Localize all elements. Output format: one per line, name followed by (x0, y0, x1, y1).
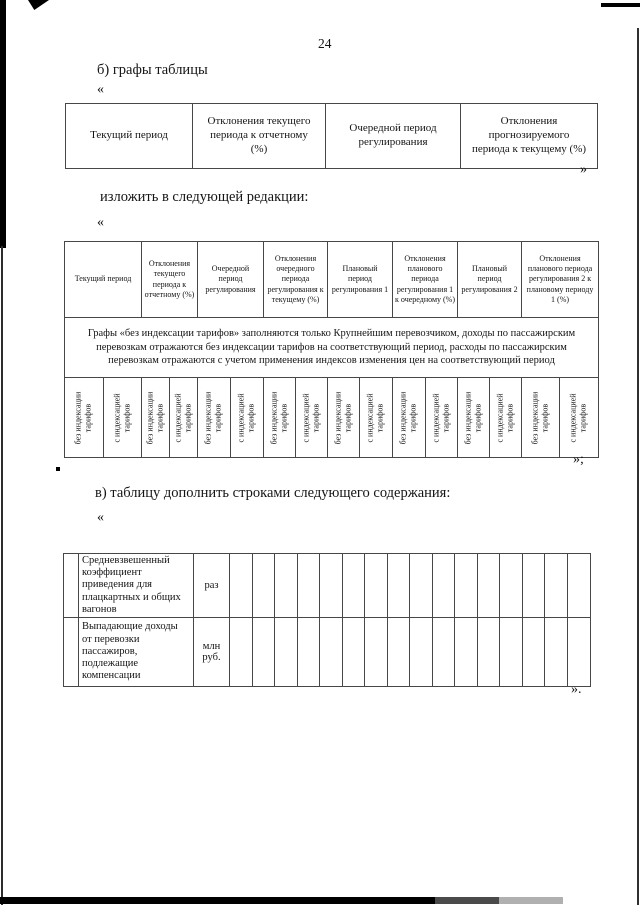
value-cell-empty (568, 554, 591, 618)
column-header: Отклонения текущего периода к отчетному (%) (142, 242, 198, 318)
tariff-mode-cell: без индексации тарифов (522, 378, 560, 458)
column-header: Отклонения прогнозируемого периода к текущему (%) (461, 104, 598, 169)
section-b-heading: б) графы таблицы (97, 62, 208, 78)
scan-artifact-speck (56, 467, 60, 471)
value-cell-empty (298, 617, 320, 686)
value-cell-empty (433, 617, 455, 686)
value-cell-empty (545, 554, 568, 618)
table-note: Графы «без индексации тарифов» заполняются только Крупнейшим перевозчиком, доходы по пассажирским перевозкам отражаются без индексации тарифов на соответствующий период, расходы по пассажирским перевозкам отражаются с учетом применения индексов изменения цен на соответствующий период (65, 318, 599, 378)
row-index-cell (64, 554, 79, 618)
tariff-mode-cell: без индексации тарифов (264, 378, 296, 458)
value-cell-empty (388, 617, 410, 686)
value-cell-empty (320, 617, 343, 686)
column-header: Плановый период регулирования 2 (458, 242, 522, 318)
value-cell-empty (230, 554, 253, 618)
row-index-cell (64, 617, 79, 686)
value-cell-empty (275, 617, 298, 686)
regulation-periods-table (64, 241, 599, 458)
tariff-mode-cell: с индексацией тарифов (360, 378, 393, 458)
tariff-mode-row (65, 378, 599, 458)
value-cell-empty (500, 554, 523, 618)
edit-instruction-heading: изложить в следующей редакции: (100, 189, 309, 205)
table-row (64, 617, 591, 686)
tariff-mode-cell: без индексации тарифов (65, 378, 104, 458)
value-cell-empty (500, 617, 523, 686)
value-cell-empty (320, 554, 343, 618)
value-cell-empty (253, 617, 275, 686)
page-number: 24 (318, 36, 332, 51)
column-header: Текущий период (66, 104, 193, 169)
row-unit: раз (194, 554, 230, 618)
value-cell-empty (478, 617, 500, 686)
value-cell-empty (298, 554, 320, 618)
tariff-mode-cell: с индексацией тарифов (170, 378, 198, 458)
value-cell-empty (455, 617, 478, 686)
column-header: Отклонения планового периода регулирования 1 к очередному (%) (393, 242, 458, 318)
value-cell-empty (410, 617, 433, 686)
value-cell-empty (410, 554, 433, 618)
tariff-mode-cell: без индексации тарифов (393, 378, 426, 458)
tariff-mode-cell: без индексации тарифов (198, 378, 231, 458)
value-cell-empty (365, 554, 388, 618)
tariff-mode-cell: с индексацией тарифов (296, 378, 328, 458)
close-quote-1: » (580, 162, 587, 177)
scan-artifact-topright-bar (601, 3, 640, 7)
table-row (64, 554, 591, 618)
scan-artifact-bottom-bar (0, 897, 640, 904)
value-cell-empty (545, 617, 568, 686)
column-header: Очередной период регулирования (326, 104, 461, 169)
tariff-mode-cell: без индексации тарифов (458, 378, 490, 458)
column-header: Плановый период регулирования 1 (328, 242, 393, 318)
column-header: Отклонения планового периода регулирования 2 к плановому периоду 1 (%) (522, 242, 599, 318)
table-note-row (65, 318, 599, 378)
value-cell-empty (365, 617, 388, 686)
column-header: Отклонения очередного периода регулирования к текущему (%) (264, 242, 328, 318)
table-row (66, 104, 598, 169)
tariff-mode-cell: с индексацией тарифов (490, 378, 522, 458)
section-v-heading: в) таблицу дополнить строками следующего содержания: (95, 485, 451, 501)
added-rows-table (63, 553, 591, 687)
close-quote-3: ». (571, 682, 582, 697)
value-cell-empty (275, 554, 298, 618)
close-quote-2: »; (573, 452, 584, 467)
open-quote-1: « (97, 82, 104, 97)
open-quote-2: « (97, 215, 104, 230)
tariff-mode-cell: с индексацией тарифов (231, 378, 264, 458)
period-columns-table (65, 103, 598, 169)
tariff-mode-cell: с индексацией тарифов (426, 378, 458, 458)
tariff-mode-cell: с индексацией тарифов (104, 378, 142, 458)
value-cell-empty (343, 554, 365, 618)
column-header: Отклонения текущего периода к отчетному (%) (193, 104, 326, 169)
scan-artifact-left-line (1, 246, 3, 905)
value-cell-empty (523, 554, 545, 618)
value-cell-empty (433, 554, 455, 618)
open-quote-3: « (97, 510, 104, 525)
value-cell-empty (253, 554, 275, 618)
column-header: Очередной период регулирования (198, 242, 264, 318)
value-cell-empty (523, 617, 545, 686)
scan-artifact-right-line (637, 28, 639, 905)
value-cell-empty (478, 554, 500, 618)
value-cell-empty (388, 554, 410, 618)
tariff-mode-cell: без индексации тарифов (328, 378, 360, 458)
row-label: Средневзвешенный коэффициент приведения для плацкартных и общих вагонов (79, 554, 194, 618)
row-label: Выпадающие доходы от перевозки пассажиров, подлежащие компенсации (79, 617, 194, 686)
value-cell-empty (568, 617, 591, 686)
row-unit: млн руб. (194, 617, 230, 686)
value-cell-empty (230, 617, 253, 686)
table-header-row (65, 242, 599, 318)
scan-artifact-left-bar (0, 0, 6, 248)
value-cell-empty (343, 617, 365, 686)
column-header: Текущий период (65, 242, 142, 318)
tariff-mode-cell: без индексации тарифов (142, 378, 170, 458)
value-cell-empty (455, 554, 478, 618)
scan-artifact-corner-wedge (28, 0, 49, 10)
tariff-mode-cell: с индексацией тарифов (560, 378, 599, 458)
